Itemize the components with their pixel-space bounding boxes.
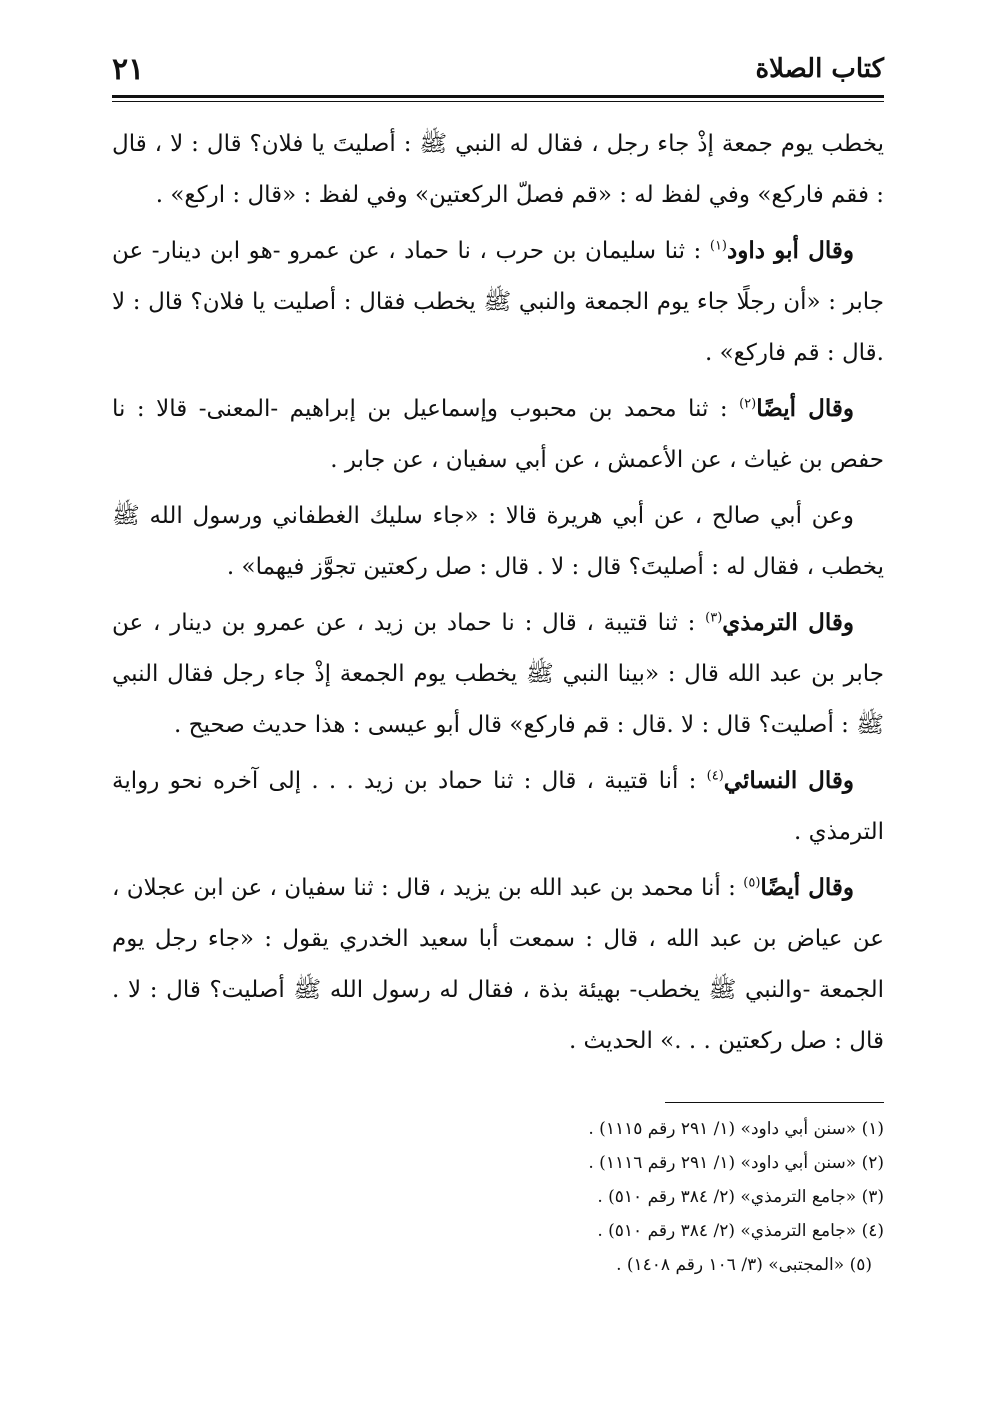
paragraph xyxy=(112,755,884,858)
footnote: (٥) «المجتبى» (٣/ ١٠٦ رقم ١٤٠٨) . xyxy=(616,1255,872,1275)
paragraph-body: : ثنا سليمان بن حرب ، نا حماد ، عن عمرو -هو ابن دينار- عن جابر : «أن رجلًا جاء يوم الجمعة والنبي ﷺ يخطب فقال : أصليت يا فلان؟ قال : لا .قال : قم فاركع» . xyxy=(112,238,884,366)
footnote: (٢) «سنن أبي داود» (١/ ٢٩١ رقم ١١١٦) . xyxy=(588,1153,884,1173)
footnote-separator xyxy=(665,1102,884,1103)
book-title: كتاب الصلاة xyxy=(755,54,884,84)
paragraph-body: : أنا محمد بن عبد الله بن يزيد ، قال : ثنا سفيان ، عن ابن عجلان ، عن عياض بن عبد الله ، قال : سمعت أبا سعيد الخدري يقول : «جاء رجل يوم الجمعة -والنبي ﷺ يخطب- بهيئة بذة ، فقال له رسول الله ﷺ أصليت؟ قال : لا . قال : صل ركعتين . . .» الحديث . xyxy=(112,875,884,1054)
paragraph xyxy=(112,490,884,593)
paragraph xyxy=(112,225,884,379)
paragraph-lead: وقال أيضًا xyxy=(756,395,854,422)
paragraph xyxy=(112,118,884,221)
footnote: (٣) «جامع الترمذي» (٢/ ٣٨٤ رقم ٥١٠) . xyxy=(597,1187,884,1207)
header-rule-thin xyxy=(112,101,884,102)
paragraph-body: وعن أبي صالح ، عن أبي هريرة قالا : «جاء سليك الغطفاني ورسول الله ﷺ يخطب ، فقال له : أصليتَ؟ قال : لا . قال : صل ركعتين تجوَّز فيهما» . xyxy=(112,503,884,580)
footnote-ref: (٣) xyxy=(705,610,723,626)
paragraph-lead: وقال أبو داود xyxy=(727,237,854,264)
footnote-ref: (٥) xyxy=(743,875,761,891)
paragraph-body: : أنا قتيبة ، قال : ثنا حماد بن زيد . . . إلى آخره نحو رواية الترمذي . xyxy=(112,768,884,845)
paragraph xyxy=(112,862,884,1067)
paragraph-body: : ثنا قتيبة ، قال : نا حماد بن زيد ، عن عمرو بن دينار ، عن جابر بن عبد الله قال : «بينا النبي ﷺ يخطب يوم الجمعة إذْ جاء رجل فقال النبي ﷺ : أصليت؟ قال : لا .قال : قم فاركع» قال أبو عيسى : هذا حديث صحيح . xyxy=(112,610,884,738)
paragraph-body: يخطب يوم جمعة إذْ جاء رجل ، فقال له النبي ﷺ : أصليتَ يا فلان؟ قال : لا ، قال : فقم فاركع» وفي لفظ له : «قم فصلّ الركعتين» وفي لفظ : «قال : اركع» . xyxy=(112,131,884,208)
paragraph-lead: وقال الترمذي xyxy=(722,609,854,636)
footnote: (٤) «جامع الترمذي» (٢/ ٣٨٤ رقم ٥١٠) . xyxy=(597,1221,884,1241)
footnote: (١) «سنن أبي داود» (١/ ٢٩١ رقم ١١١٥) . xyxy=(588,1119,884,1139)
paragraph-lead: وقال أيضًا xyxy=(760,874,854,901)
paragraph xyxy=(112,597,884,751)
footnote-ref: (١) xyxy=(709,238,727,254)
paragraph-lead: وقال النسائي xyxy=(723,767,854,794)
main-text xyxy=(112,118,884,1071)
page-header xyxy=(112,52,884,92)
paragraph xyxy=(112,383,884,486)
paragraph-body: : ثنا محمد بن محبوب وإسماعيل بن إبراهيم -المعنى- قالا : نا حفص بن غياث ، عن الأعمش ، عن أبي سفيان ، عن جابر . xyxy=(112,396,884,473)
footnote-ref: (٢) xyxy=(739,396,757,412)
header-rule-thick xyxy=(112,95,884,98)
footnotes xyxy=(380,1112,884,1282)
footnote-ref: (٤) xyxy=(706,768,724,784)
page-number: ٢١ xyxy=(112,52,145,87)
